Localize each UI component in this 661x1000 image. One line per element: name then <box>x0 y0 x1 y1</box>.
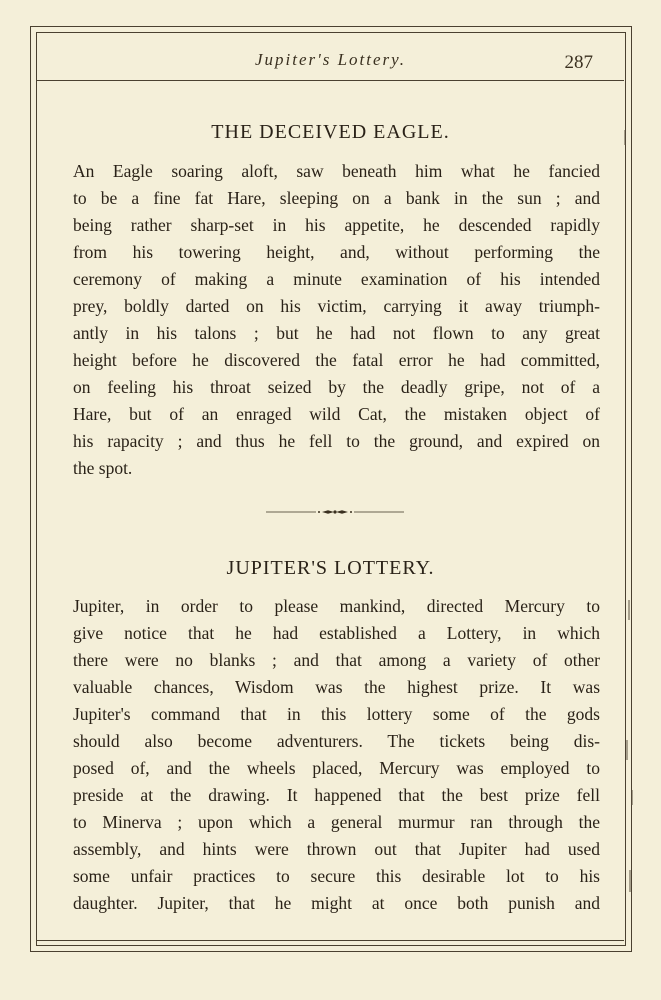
fable-text-deceived-eagle <box>73 158 600 482</box>
text-line: preside at the drawing. It happened that the best prize fell <box>73 785 600 805</box>
footer-rule <box>36 940 624 941</box>
text-line: give notice that he had established a Lottery, in which <box>73 623 600 643</box>
text-line: some unfair practices to secure this desirable lot to his <box>73 866 600 886</box>
text-line: from his towering height, and, without performing the <box>73 242 600 262</box>
text-line: being rather sharp-set in his appetite, he descended rapidly <box>73 215 600 235</box>
section-title-deceived-eagle: THE DECEIVED EAGLE. <box>211 121 450 143</box>
text-line: there were no blanks ; and that among a variety of other <box>73 650 600 670</box>
page-number: 287 <box>564 52 593 73</box>
text-line: should also become adventurers. The tickets being dis- <box>73 731 600 751</box>
text-line: ceremony of making a minute examination of his intended <box>73 269 600 289</box>
text-line: antly in his talons ; but he had not flown to any great <box>73 323 600 343</box>
text-line: valuable chances, Wisdom was the highest prize. It was <box>73 677 600 697</box>
running-header <box>0 50 661 76</box>
section-title-jupiters-lottery: JUPITER'S LOTTERY. <box>226 557 435 579</box>
text-line: prey, boldly darted on his victim, carrying it away triumph- <box>73 296 600 316</box>
text-line: Jupiter, in order to please mankind, directed Mercury to <box>73 596 600 616</box>
section-divider-ornament <box>266 507 404 517</box>
text-line: Hare, but of an enraged wild Cat, the mistaken object of <box>73 404 600 424</box>
text-line: to Minerva ; upon which a general murmur ran through the <box>73 812 600 832</box>
text-line: daughter. Jupiter, that he might at once both punish and <box>73 893 600 913</box>
text-line: to be a fine fat Hare, sleeping on a bank in the sun ; and <box>73 188 600 208</box>
running-title: Jupiter's Lottery. <box>254 50 407 69</box>
text-line: on feeling his throat seized by the deadly gripe, not of a <box>73 377 600 397</box>
header-rule <box>36 80 624 81</box>
text-line: posed of, and the wheels placed, Mercury was employed to <box>73 758 600 778</box>
text-line: height before he discovered the fatal error he had committed, <box>73 350 600 370</box>
margin-binding-marks <box>622 100 636 940</box>
fable-text-jupiters-lottery <box>73 593 600 917</box>
text-line: assembly, and hints were thrown out that Jupiter had used <box>73 839 600 859</box>
text-line: An Eagle soaring aloft, saw beneath him what he fancied <box>73 161 600 181</box>
text-line: the spot. <box>73 458 133 478</box>
text-line: Jupiter's command that in this lottery some of the gods <box>73 704 600 724</box>
text-line: his rapacity ; and thus he fell to the ground, and expired on <box>73 431 600 451</box>
